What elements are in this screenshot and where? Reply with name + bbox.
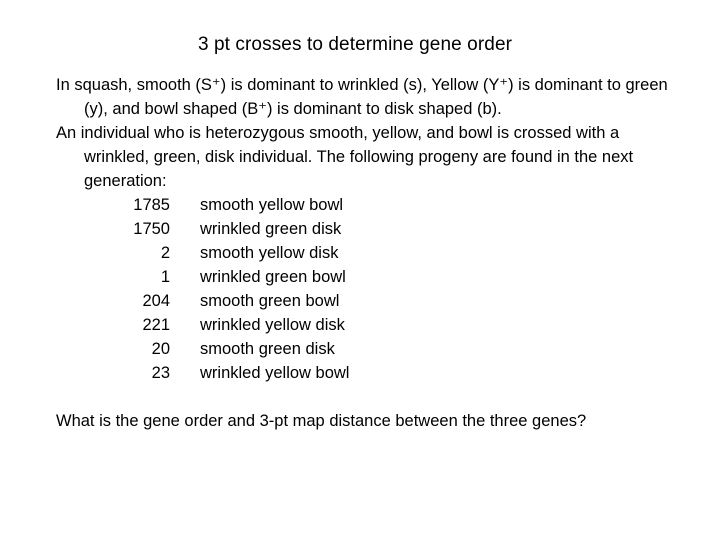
progeny-phenotype: smooth yellow bowl — [200, 196, 344, 214]
progeny-row — [56, 193, 676, 217]
progeny-phenotype: wrinkled green bowl — [200, 268, 346, 286]
intro-paragraph-dominance: In squash, smooth (S⁺) is dominant to wrinkled (s), Yellow (Y⁺) is dominant to green (y), and bowl shaped (B⁺) is dominant to disk shaped (b). — [56, 76, 668, 118]
question-text: What is the gene order and 3-pt map distance between the three genes? — [56, 412, 587, 430]
progeny-table — [56, 193, 676, 385]
progeny-count: 1750 — [133, 220, 170, 238]
slide-title: 3 pt crosses to determine gene order — [197, 34, 513, 55]
progeny-row — [56, 337, 676, 361]
intro-paragraph-cross: An individual who is heterozygous smooth, yellow, and bowl is crossed with a wrinkled, green, disk individual. The following progeny are found in the next generation: — [56, 124, 634, 190]
progeny-row — [56, 289, 676, 313]
progeny-phenotype: smooth yellow disk — [200, 244, 339, 262]
progeny-count: 1785 — [133, 196, 170, 214]
progeny-row — [56, 241, 676, 265]
progeny-phenotype: smooth green disk — [200, 340, 335, 358]
progeny-count: 2 — [160, 244, 170, 262]
progeny-row — [56, 361, 676, 385]
slide-body — [56, 73, 676, 433]
progeny-phenotype: smooth green bowl — [200, 292, 340, 310]
progeny-phenotype: wrinkled green disk — [200, 220, 342, 238]
progeny-count: 221 — [142, 316, 170, 334]
progeny-count: 23 — [151, 364, 170, 382]
progeny-count: 204 — [142, 292, 170, 310]
progeny-row — [56, 265, 676, 289]
progeny-row — [56, 313, 676, 337]
progeny-phenotype: wrinkled yellow disk — [200, 316, 345, 334]
progeny-count: 20 — [151, 340, 170, 358]
progeny-row — [56, 217, 676, 241]
progeny-phenotype: wrinkled yellow bowl — [200, 364, 350, 382]
progeny-count: 1 — [160, 268, 170, 286]
